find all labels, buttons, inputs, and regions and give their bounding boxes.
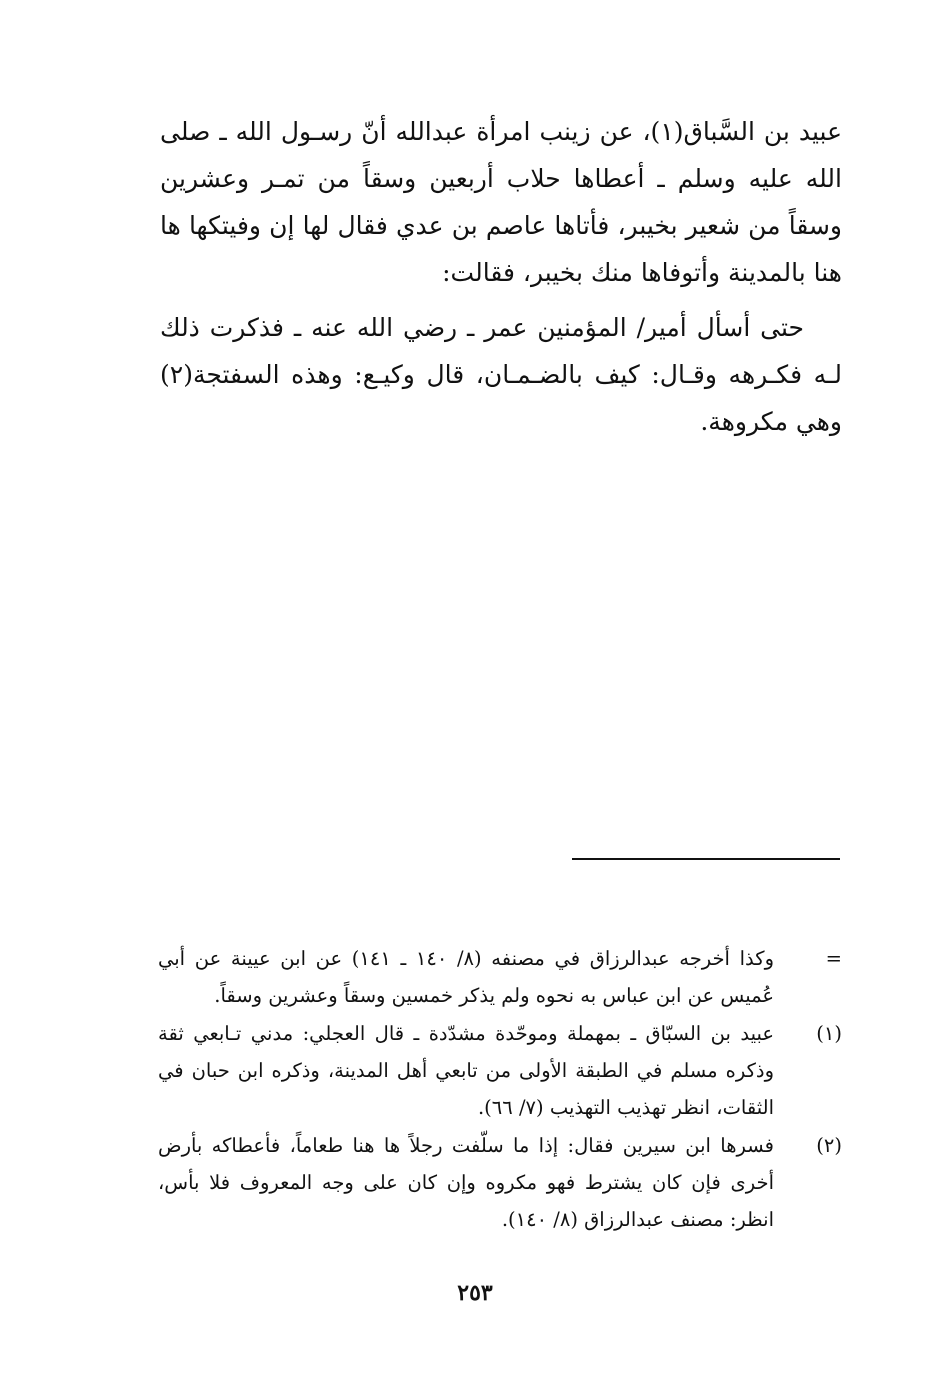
- footnotes: [158, 940, 842, 1239]
- page-number: ٢٥٣: [457, 1280, 493, 1306]
- footnote-separator: [572, 858, 840, 860]
- footnote-1: [158, 1015, 842, 1126]
- footnote-continuation: [158, 940, 842, 1014]
- footnote-text: وكذا أخرجه عبدالرزاق في مصنفه (٨/ ١٤٠ ـ ١٤١) عن ابن عيينة عن أبي عُميس عن ابن عباس به نحوه ولم يذكر خمسين وسقاً وعشرين وسقاً.: [158, 947, 774, 1007]
- footnote-text: فسرها ابن سيرين فقال: إذا ما سلّفت رجلاً ها هنا طعاماً، فأعطاكه بأرض أخرى فإن كان يشترط فهو مكروه وإن كان على وجه المعروف فلا بأس، انظر: مصنف عبدالرزاق (٨/ ١٤٠).: [158, 1134, 774, 1231]
- footnote-mark: (٢): [816, 1134, 842, 1157]
- footnote-text: عبيد بن السبّاق ـ بمهملة وموحّدة مشدّدة ـ قال العجلي: مدني تـابعي ثقة وذكره مسلم في الطبقة الأولى من تابعي أهل المدينة، وذكره ابن حبان في الثقات، انظر تهذيب التهذيب (٧/ ٦٦).: [158, 1022, 774, 1119]
- footnote-mark: =: [825, 947, 842, 970]
- main-paragraph-2: حتى أسأل أمير/ المؤمنين عمر ـ رضي الله عنه ـ فذكرت ذلك لـه فكـرهه وقـال: كيف بالضـمـان، قال وكيـع: وهذه السفتجة(٢) وهي مكروهة.: [160, 313, 842, 436]
- footnote-2: [158, 1127, 842, 1238]
- main-text: [160, 108, 842, 453]
- main-paragraph-1: عبيد بن السَّباق(١)، عن زينب امرأة عبدالله أنّ رسـول الله ـ صلى الله عليه وسلم ـ أعطاها حلاب أربعين وسقاً من تمـر وعشرين وسقاً من شعير بخيبر، فأتاها عاصم بن عدي فقال لها إن وفيتكها ها هنا بالمدينة وأتوفاها منك بخيبر، فقالت:: [160, 117, 842, 287]
- footnote-mark: (١): [816, 1022, 842, 1045]
